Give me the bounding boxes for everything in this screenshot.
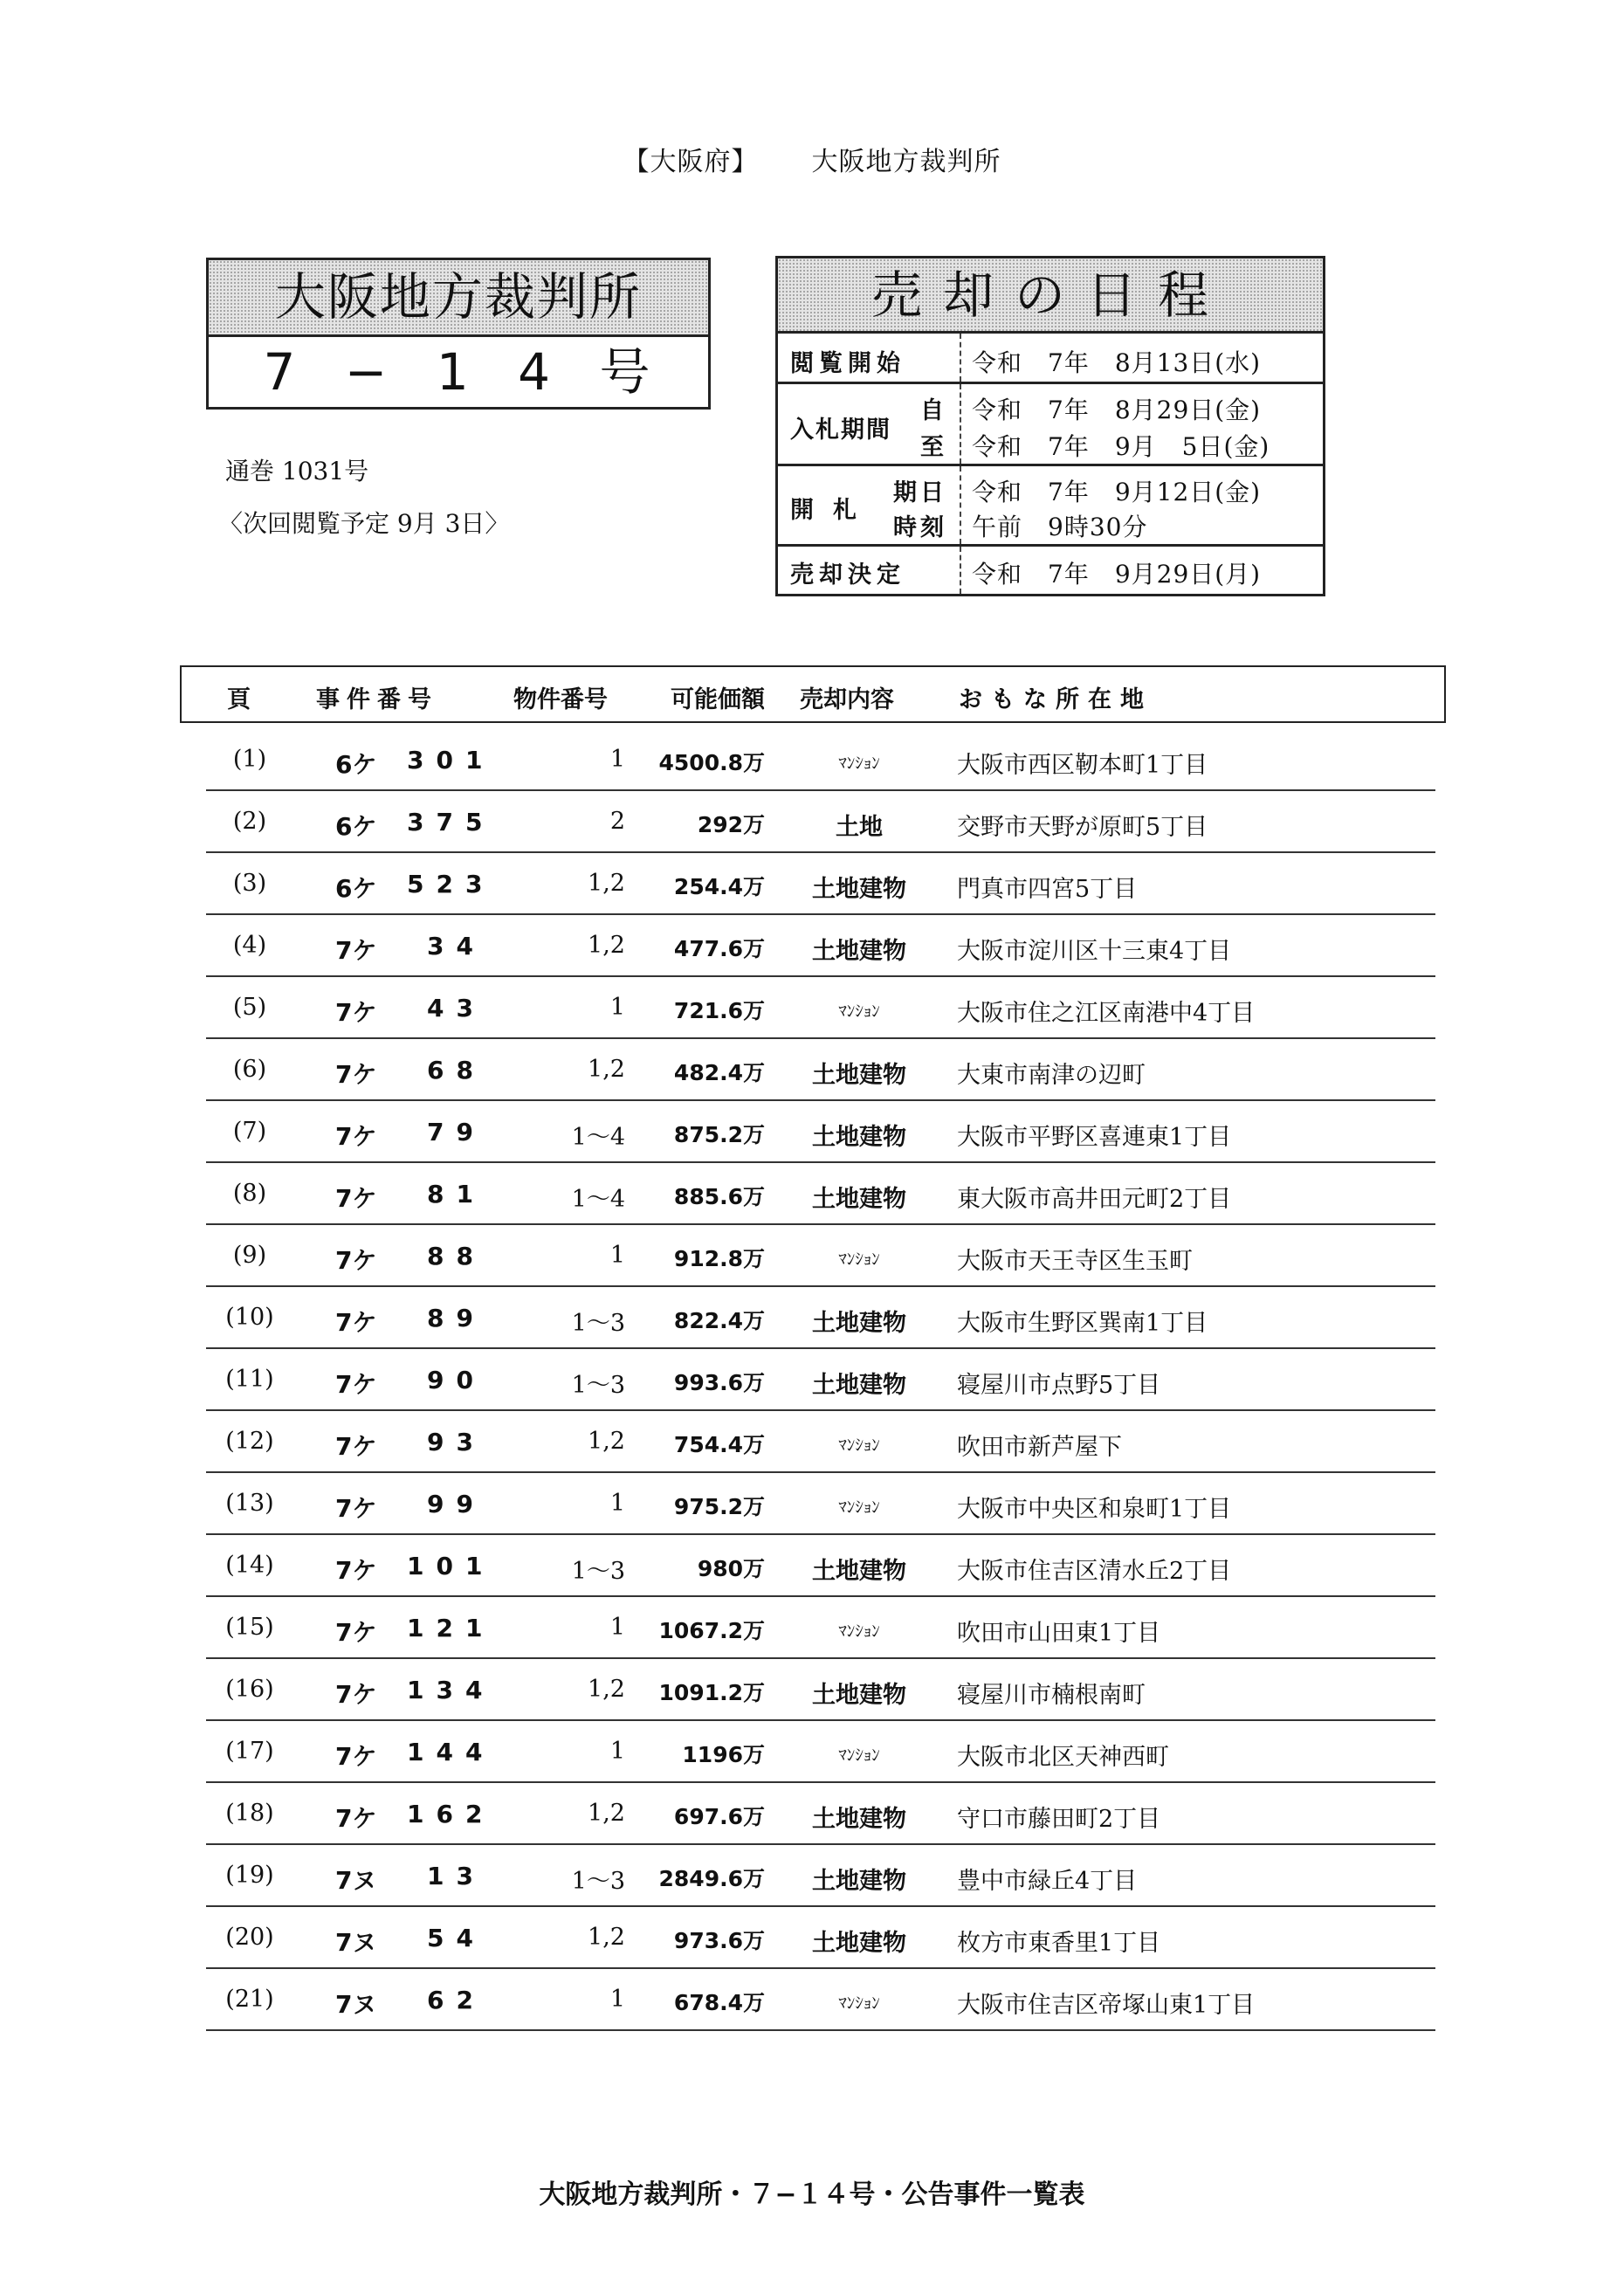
header-address: おもな所在地 [959, 686, 1153, 713]
row-object-number: 1〜3 [571, 1558, 625, 1585]
row-object-number: 1,2 [588, 1924, 625, 1951]
bidding-from-value: 令和 7年 8月29日(金) [972, 396, 1262, 424]
table-row [206, 729, 1435, 791]
row-case-code: 7ケ [335, 1060, 377, 1089]
row-case-number: 134 [407, 1676, 495, 1704]
row-sale-type: ﾏﾝｼｮﾝ [838, 754, 880, 773]
table-row [206, 977, 1435, 1039]
row-page: (20) [225, 1924, 274, 1951]
row-address: 大東市南津の辺町 [957, 1062, 1146, 1089]
decision-value: 令和 7年 9月29日(月) [972, 560, 1262, 589]
row-case-code: 7ケ [335, 1680, 377, 1709]
opening-time-label: 時刻 [893, 514, 947, 541]
row-price: 482.4万 [673, 1060, 765, 1085]
row-case-number: 54 [427, 1924, 485, 1952]
schedule-box [775, 256, 1325, 596]
row-price: 4500.8万 [658, 750, 765, 775]
viewing-start-label: 閲覧開始 [790, 350, 905, 377]
row-address: 大阪市西区靭本町1丁目 [957, 752, 1208, 779]
row-case-code: 7ケ [335, 936, 377, 965]
table-row [206, 1659, 1435, 1721]
title-issue: 7 − 1 4 号 [263, 342, 654, 402]
row-case-number: 162 [407, 1800, 495, 1828]
row-object-number: 1,2 [588, 1056, 625, 1083]
header-price: 可能価額 [671, 686, 765, 713]
row-case-number: 89 [427, 1304, 485, 1332]
row-sale-type: 土地建物 [812, 938, 906, 965]
table-row [206, 791, 1435, 853]
row-object-number: 1,2 [588, 1800, 625, 1827]
row-sale-type: 土地 [836, 814, 883, 841]
row-price: 875.2万 [673, 1122, 765, 1147]
page-footer: 大阪地方裁判所・７−１４号・公告事件一覧表 [539, 2179, 1085, 2210]
row-object-number: 1 [609, 1738, 625, 1765]
row-case-number: 375 [407, 808, 495, 837]
table-row [206, 853, 1435, 915]
row-page: (21) [225, 1986, 274, 2013]
header-object-no: 物件番号 [513, 686, 608, 713]
header-case-no: 事件番号 [316, 686, 438, 713]
row-sale-type: 土地建物 [812, 1930, 906, 1957]
schedule-viewing-start [778, 334, 1323, 384]
row-sale-type: 土地建物 [812, 876, 906, 903]
row-sale-type: ﾏﾝｼｮﾝ [838, 1250, 880, 1269]
row-case-number: 79 [427, 1118, 485, 1146]
row-case-number: 34 [427, 932, 485, 961]
row-object-number: 1 [609, 1986, 625, 2013]
row-sale-type: 土地建物 [812, 1124, 906, 1151]
row-price: 973.6万 [673, 1928, 765, 1953]
table-row [206, 1907, 1435, 1969]
prefecture-label: 【大阪府】 [623, 147, 759, 177]
row-object-number: 1 [609, 1490, 625, 1517]
row-page: (7) [232, 1118, 267, 1145]
row-price: 975.2万 [673, 1494, 765, 1519]
table-row [206, 1225, 1435, 1287]
row-object-number: 1,2 [588, 932, 625, 959]
row-price: 912.8万 [673, 1246, 765, 1271]
row-address: 吹田市山田東1丁目 [957, 1620, 1161, 1647]
row-price: 993.6万 [673, 1370, 765, 1395]
row-object-number: 2 [609, 808, 625, 835]
row-sale-type: 土地建物 [812, 1062, 906, 1089]
row-price: 721.6万 [673, 998, 765, 1023]
row-case-number: 99 [427, 1490, 485, 1518]
table-row [206, 1721, 1435, 1783]
opening-date-value: 令和 7年 9月12日(金) [972, 478, 1262, 506]
table-row [206, 1969, 1435, 2031]
row-address: 枚方市東香里1丁目 [957, 1930, 1161, 1957]
table-row [206, 1535, 1435, 1597]
row-case-code: 6ケ [335, 750, 377, 779]
opening-label: 開札 [790, 497, 876, 524]
row-case-code: 7ケ [335, 1122, 377, 1151]
row-case-number: 101 [407, 1552, 495, 1580]
row-page: (13) [225, 1490, 274, 1517]
row-sale-type: 土地建物 [812, 1558, 906, 1585]
row-object-number: 1,2 [588, 1428, 625, 1455]
table-row [206, 1473, 1435, 1535]
row-page: (19) [225, 1862, 274, 1889]
row-page: (8) [232, 1180, 267, 1207]
table-row [206, 1039, 1435, 1101]
row-object-number: 1〜4 [571, 1186, 625, 1213]
row-case-number: 62 [427, 1986, 485, 2014]
row-case-number: 13 [427, 1862, 485, 1890]
opening-date-label: 期日 [893, 479, 947, 506]
row-sale-type: ﾏﾝｼｮﾝ [838, 1498, 880, 1517]
row-page: (2) [232, 808, 267, 835]
row-case-number: 90 [427, 1366, 485, 1394]
row-case-code: 7ケ [335, 1804, 377, 1833]
case-table [206, 729, 1435, 2031]
row-sale-type: ﾏﾝｼｮﾝ [838, 1622, 880, 1641]
next-viewing-note: 〈次回閲覧予定 9月 3日〉 [218, 509, 510, 538]
row-sale-type: 土地建物 [812, 1868, 906, 1895]
row-page: (17) [225, 1738, 274, 1765]
opening-time-value: 午前 9時30分 [972, 513, 1148, 541]
row-object-number: 1〜4 [571, 1124, 625, 1151]
row-address: 大阪市北区天神西町 [957, 1744, 1169, 1771]
row-case-number: 88 [427, 1242, 485, 1270]
row-case-code: 6ケ [335, 812, 377, 841]
row-case-number: 144 [407, 1738, 495, 1766]
row-price: 754.4万 [673, 1432, 765, 1457]
table-row [206, 1163, 1435, 1225]
row-page: (3) [232, 870, 267, 897]
schedule-opening [778, 466, 1323, 547]
row-sale-type: 土地建物 [812, 1682, 906, 1709]
schedule-bidding-period [778, 384, 1323, 466]
row-address: 大阪市住之江区南港中4丁目 [957, 1000, 1256, 1027]
row-sale-type: ﾏﾝｼｮﾝ [838, 1436, 880, 1455]
row-case-number: 93 [427, 1428, 485, 1456]
row-page: (9) [232, 1242, 267, 1269]
row-case-code: 7ヌ [335, 1866, 377, 1895]
row-case-code: 7ケ [335, 1742, 377, 1771]
row-price: 2849.6万 [658, 1866, 765, 1891]
row-address: 豊中市緑丘4丁目 [957, 1868, 1138, 1895]
table-row [206, 915, 1435, 977]
row-case-number: 68 [427, 1056, 485, 1085]
row-object-number: 1〜3 [571, 1868, 625, 1895]
row-case-code: 7ヌ [335, 1990, 377, 2019]
row-case-code: 7ヌ [335, 1928, 377, 1957]
row-address: 寝屋川市点野5丁目 [957, 1372, 1161, 1399]
bidding-label: 入札期間 [790, 417, 891, 444]
row-address: 吹田市新芦屋下 [957, 1434, 1122, 1461]
row-object-number: 1,2 [588, 1676, 625, 1703]
title-court: 大阪地方裁判所 [209, 260, 708, 337]
row-case-code: 6ケ [335, 874, 377, 903]
row-case-number: 43 [427, 994, 485, 1023]
row-sale-type: 土地建物 [812, 1310, 906, 1337]
row-page: (15) [225, 1614, 274, 1641]
row-address: 大阪市天王寺区生玉町 [957, 1248, 1193, 1275]
row-address: 大阪市淀川区十三東4丁目 [957, 938, 1232, 965]
row-case-number: 81 [427, 1180, 485, 1208]
row-sale-type: 土地建物 [812, 1372, 906, 1399]
row-price: 477.6万 [673, 936, 765, 961]
row-case-number: 301 [407, 746, 495, 775]
header-sale-type: 売却内容 [800, 686, 894, 713]
row-address: 大阪市生野区巽南1丁目 [957, 1310, 1208, 1337]
row-sale-type: ﾏﾝｼｮﾝ [838, 1993, 880, 2013]
row-sale-type: 土地建物 [812, 1186, 906, 1213]
row-price: 822.4万 [673, 1308, 765, 1333]
row-address: 東大阪市高井田元町2丁目 [957, 1186, 1232, 1213]
row-page: (11) [225, 1366, 274, 1393]
table-row [206, 1287, 1435, 1349]
row-page: (12) [225, 1428, 274, 1455]
row-case-code: 7ケ [335, 1432, 377, 1461]
row-sale-type: 土地建物 [812, 1806, 906, 1833]
row-object-number: 1〜3 [571, 1372, 625, 1399]
row-address: 門真市四宮5丁目 [957, 876, 1138, 903]
bidding-to-label: 至 [920, 434, 947, 461]
table-row [206, 1597, 1435, 1659]
row-price: 885.6万 [673, 1184, 765, 1209]
row-case-code: 7ケ [335, 1556, 377, 1585]
row-page: (14) [225, 1552, 274, 1579]
row-sale-type: ﾏﾝｼｮﾝ [838, 1746, 880, 1765]
row-address: 寝屋川市楠根南町 [957, 1682, 1146, 1709]
row-case-code: 7ケ [335, 1308, 377, 1337]
row-case-code: 7ケ [335, 1370, 377, 1399]
row-case-number: 523 [407, 870, 495, 899]
decision-label: 売却決定 [790, 561, 905, 589]
row-case-code: 7ケ [335, 998, 377, 1027]
row-price: 697.6万 [673, 1804, 765, 1829]
table-row [206, 1349, 1435, 1411]
schedule-decision [778, 547, 1323, 594]
row-price: 980万 [697, 1556, 765, 1581]
bidding-to-value: 令和 7年 9月 5日(金) [972, 432, 1270, 461]
row-object-number: 1 [609, 994, 625, 1021]
row-case-code: 7ケ [335, 1246, 377, 1275]
row-price: 1067.2万 [658, 1618, 765, 1643]
row-page: (4) [232, 932, 267, 959]
row-page: (10) [225, 1304, 274, 1331]
table-row [206, 1411, 1435, 1473]
table-header [180, 665, 1446, 723]
row-address: 守口市藤田町2丁目 [957, 1806, 1161, 1833]
row-address: 大阪市住吉区清水丘2丁目 [957, 1558, 1232, 1585]
row-case-code: 7ケ [335, 1184, 377, 1213]
row-sale-type: ﾏﾝｼｮﾝ [838, 1002, 880, 1021]
row-object-number: 1〜3 [571, 1310, 625, 1337]
row-price: 678.4万 [673, 1990, 765, 2015]
table-row [206, 1101, 1435, 1163]
row-price: 1196万 [682, 1742, 765, 1767]
viewing-start-value: 令和 7年 8月13日(水) [972, 348, 1262, 377]
row-address: 大阪市中央区和泉町1丁目 [957, 1496, 1232, 1523]
table-row [206, 1783, 1435, 1845]
row-address: 交野市天野が原町5丁目 [957, 814, 1208, 841]
title-box [206, 258, 711, 410]
row-price: 292万 [697, 812, 765, 837]
header-page: 頁 [227, 686, 251, 713]
row-address: 大阪市住吉区帝塚山東1丁目 [957, 1992, 1256, 2019]
row-price: 1091.2万 [658, 1680, 765, 1705]
page-header [0, 140, 1624, 178]
row-object-number: 1 [609, 1614, 625, 1641]
row-page: (1) [232, 746, 267, 773]
row-page: (5) [232, 994, 267, 1021]
volume-number: 通巻 1031号 [225, 457, 369, 485]
row-case-number: 121 [407, 1614, 495, 1642]
bidding-from-label: 自 [920, 397, 947, 424]
row-page: (18) [225, 1800, 274, 1827]
table-row [206, 1845, 1435, 1907]
schedule-title: 売却の日程 [778, 258, 1323, 334]
row-object-number: 1,2 [588, 870, 625, 897]
row-page: (16) [225, 1676, 274, 1703]
row-case-code: 7ケ [335, 1494, 377, 1523]
row-price: 254.4万 [673, 874, 765, 899]
row-object-number: 1 [609, 746, 625, 773]
row-address: 大阪市平野区喜連東1丁目 [957, 1124, 1232, 1151]
court-name: 大阪地方裁判所 [811, 147, 1001, 177]
row-case-code: 7ケ [335, 1618, 377, 1647]
row-object-number: 1 [609, 1242, 625, 1269]
row-page: (6) [232, 1056, 267, 1083]
